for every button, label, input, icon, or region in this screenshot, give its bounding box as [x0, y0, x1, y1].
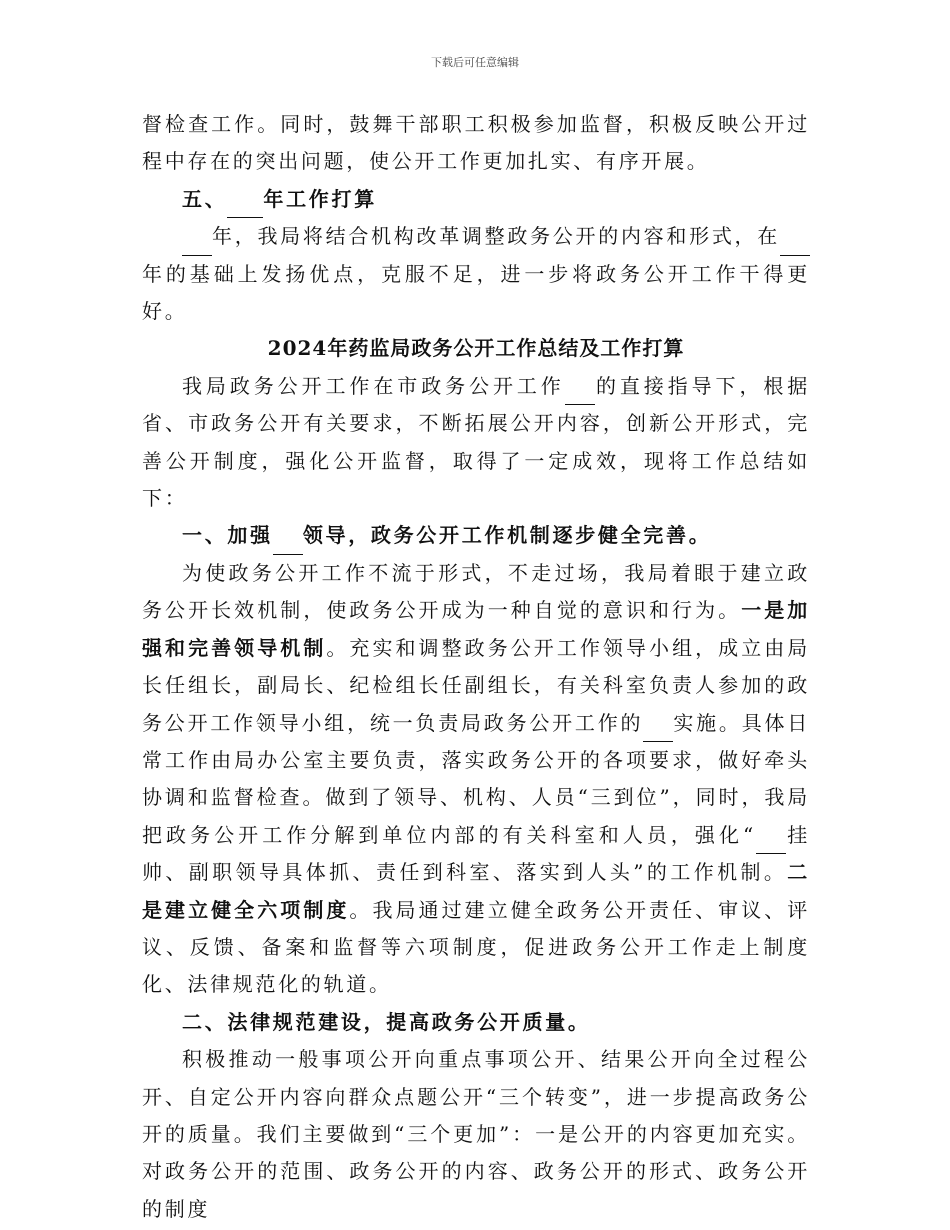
bold-phrase: 一是加强和完善领导机制 [142, 598, 810, 660]
blank-field [565, 378, 595, 405]
paragraph-3: 我局政务公开工作在市政务公开工作 的直接指导下，根据省、市政务公开有关要求，不断拓展公开内容，创新公开形式，完善公开制度，强化公开监督，取得了一定成效，现将工作总结如下： [142, 373, 810, 511]
year-blank [780, 229, 810, 256]
paragraph-5: 积极推动一般事项公开向重点事项公开、结果公开向全过程公开、自定公开内容向群众点题公开“三个转变”，进一步提高政务公开的质量。我们主要做到“三个更加”：一是公开的内容更加充实。对政务公开的范围、政务公开的内容、政务公开的形式、政务公开的制度 [142, 1047, 810, 1221]
document-body [142, 106, 810, 1228]
document-title: 2024年药监局政务公开工作总结及工作打算 [267, 336, 685, 361]
heading-2: 二、法律规范建设，提高政务公开质量。 [182, 1009, 591, 1034]
year-blank [227, 191, 263, 218]
bold-phrase: 二是建立健全六项制度 [142, 860, 810, 922]
heading-5-number: 五、 [182, 186, 228, 211]
blank-field [273, 528, 303, 555]
heading-1: 一、加强 领导，政务公开工作机制逐步健全完善。 [142, 517, 810, 554]
paragraph-4: 为使政务公开工作不流于形式，不走过场，我局着眼于建立政务公开长效机制，使政务公开成为一种自觉的意识和行为。一是加强和完善领导机制。充实和调整政务公开工作领导小组，成立由局长任组长，副局长、纪检组长任副组长，有关科室负责人参加的政务公开工作领导小组，统一负责局政务公开工作的 实施。具体日常工作由局办公室主要负责，落实政务公开的各项要求，做好牵头协调和监督检查。做到了领导、机构、人员“三到位”，同时，我局把政务公开工作分解到单位内部的有关科室和人员，强化“ 挂帅、副职领导具体抓、责任到科室、落实到人头”的工作机制。二是建立健全六项制度。我局通过建立健全政务公开责任、审议、评议、反馈、备案和监督等六项制度，促进政务公开工作走上制度化、法律规范化的轨道。 [142, 560, 810, 997]
blank-field [756, 827, 786, 854]
paragraph-2: 年，我局将结合机构改革调整政务公开的内容和形式，在年的基础上发扬优点，克服不足，进一步将政务公开工作干得更好。 [142, 224, 810, 324]
heading-5-text: 年工作打算 [263, 186, 377, 211]
paragraph-1: 督检查工作。同时，鼓舞干部职工积极参加监督，积极反映公开过程中存在的突出问题，使公开工作更加扎实、有序开展。 [142, 112, 810, 174]
heading-5-work-plan [142, 181, 810, 218]
page-header: 下载后可任意编辑 [431, 56, 519, 69]
year-blank [182, 229, 212, 256]
blank-field [643, 715, 673, 742]
